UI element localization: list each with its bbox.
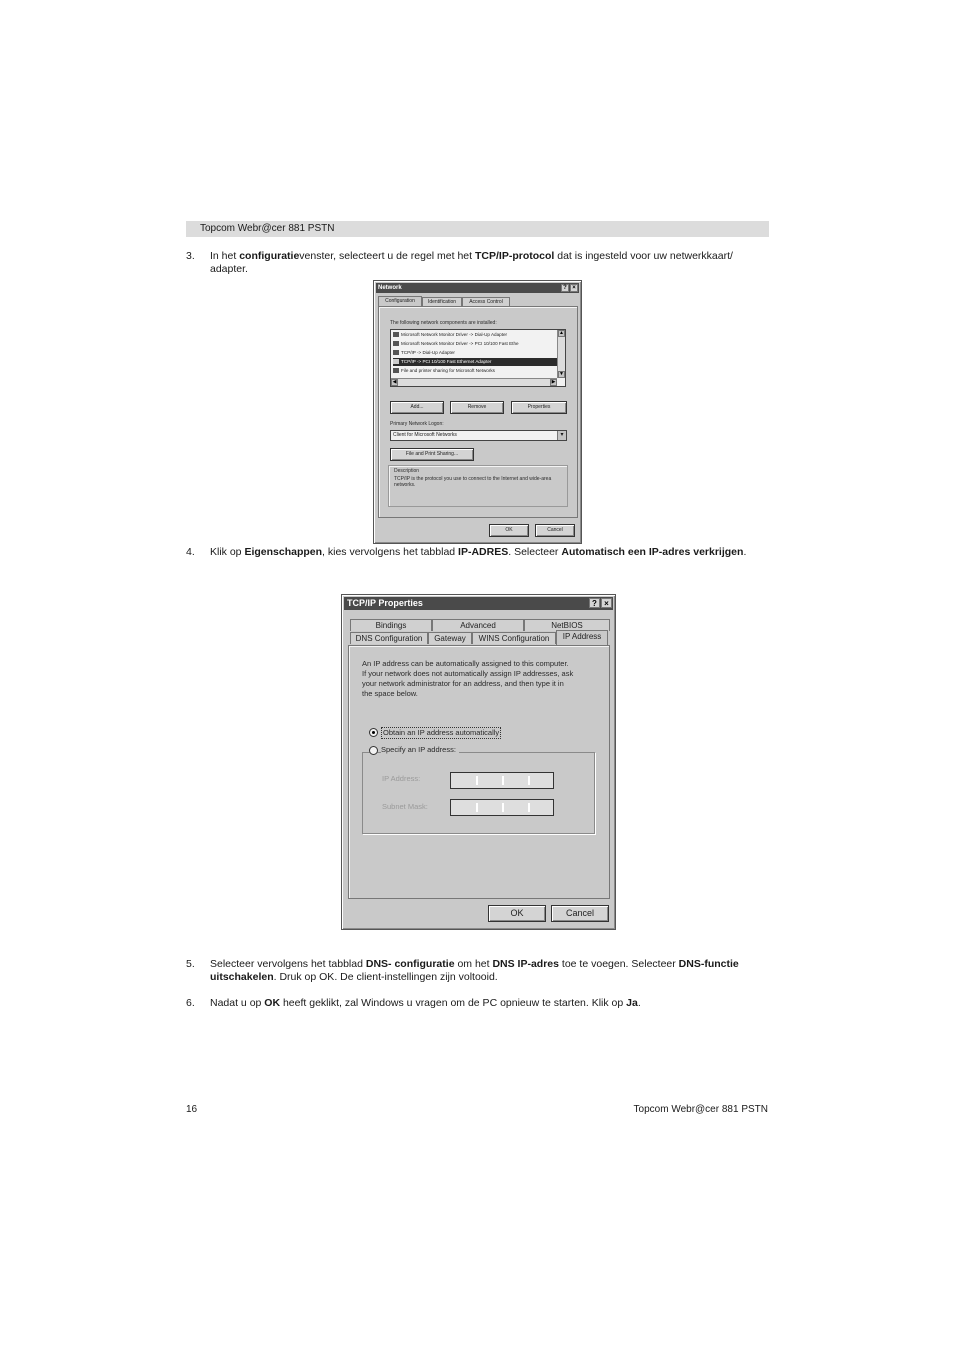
step-number: 6. <box>186 997 195 1009</box>
text-run: In het <box>210 250 240 262</box>
list-item[interactable]: File and printer sharing for Microsoft Networks <box>393 367 557 375</box>
text-run: toe te voegen. Selecteer <box>559 958 679 970</box>
specify-ip-radio[interactable] <box>369 746 378 755</box>
description-text: TCP/IP is the protocol you use to connect to the Internet and wide-area networks. <box>394 476 552 488</box>
text-run: . <box>743 546 747 558</box>
text-run: Selecteer vervolgens het tabblad <box>210 958 366 970</box>
octet-separator <box>528 803 530 812</box>
remove-button[interactable]: Remove <box>450 401 504 414</box>
footer-title: Topcom Webr@cer 881 PSTN <box>633 1104 768 1115</box>
help-button[interactable]: ? <box>589 598 600 608</box>
network-titlebar <box>376 283 579 293</box>
text-run: . <box>637 997 641 1009</box>
components-label: The following network components are installed: <box>390 320 497 326</box>
description-label: Description <box>394 468 420 474</box>
scroll-right-icon[interactable]: ▶ <box>551 379 556 385</box>
tab-identification[interactable]: Identification <box>422 297 462 306</box>
close-button[interactable]: × <box>570 284 578 292</box>
text-run: , kies vervolgens het tabblad <box>322 546 459 558</box>
emphasis-text: Automatisch een IP-adres verkrijgen <box>561 546 744 558</box>
octet-separator <box>476 803 478 812</box>
list-item-selected[interactable]: TCP/IP -> PCI 10/100 Fast Ethernet Adapter <box>393 358 557 366</box>
list-item[interactable]: Microsoft Network Monitor Driver -> Dial-Up Adapter <box>393 331 557 339</box>
primary-logon-value: Client for Microsoft Networks <box>393 432 457 438</box>
octet-separator <box>502 776 504 785</box>
tcpip-titlebar <box>344 597 613 610</box>
help-button[interactable]: ? <box>561 284 569 292</box>
intro-line: your network administrator for an address, and then type it in <box>362 679 564 688</box>
emphasis-text: Ja <box>626 997 638 1009</box>
emphasis-text: Eigenschappen <box>244 546 323 558</box>
intro-line: If your network does not automatically assign IP addresses, ask <box>362 669 574 678</box>
tab-wins-configuration[interactable]: WINS Configuration <box>472 632 556 644</box>
intro-line: the space below. <box>362 689 418 698</box>
adapter-icon <box>393 332 399 337</box>
components-list[interactable] <box>390 329 566 387</box>
step-text <box>210 958 770 984</box>
sharing-icon <box>393 368 399 373</box>
tab-configuration[interactable]: Configuration <box>378 296 422 306</box>
scroll-left-icon[interactable]: ◀ <box>392 379 397 385</box>
text-run: . Druk op OK. De client-instellingen zijn voltooid. <box>273 971 498 983</box>
text-run: dat is ingesteld voor uw netwerkkaart/ adapter. <box>210 250 733 275</box>
list-item[interactable]: Microsoft Network Monitor Driver -> PCI 10/100 Fast Ethe <box>393 340 557 348</box>
close-button[interactable]: × <box>601 598 612 608</box>
subnet-mask-field[interactable] <box>450 799 554 816</box>
scroll-up-icon[interactable]: ▲ <box>559 330 564 336</box>
step-text <box>210 250 770 276</box>
step-number: 4. <box>186 546 195 558</box>
text-run: . Selecteer <box>508 546 562 558</box>
vertical-scrollbar[interactable] <box>557 330 565 378</box>
tcpip-properties-dialog <box>341 594 616 930</box>
text-run: heeft geklikt, zal Windows u vragen om de PC opnieuw te starten. Klik op <box>280 997 627 1009</box>
text-run: Klik op <box>210 546 245 558</box>
add-button[interactable]: Add... <box>390 401 444 414</box>
step-3 <box>186 250 770 276</box>
intro-line: An IP address can be automatically assigned to this computer. <box>362 659 569 668</box>
properties-button[interactable]: Properties <box>511 401 567 414</box>
tab-advanced[interactable]: Advanced <box>432 619 524 631</box>
primary-logon-label: Primary Network Logon: <box>390 421 444 427</box>
step-text <box>210 546 770 559</box>
step-number: 5. <box>186 958 195 970</box>
text-run: venster, selecteert u de regel met het <box>299 250 475 262</box>
horizontal-scrollbar[interactable] <box>391 378 557 386</box>
page-header <box>186 221 769 237</box>
specify-ip-group <box>362 752 595 834</box>
primary-logon-select[interactable] <box>390 430 567 441</box>
emphasis-text: DNS- configuratie <box>365 958 455 970</box>
octet-separator <box>502 803 504 812</box>
emphasis-text: OK <box>264 997 281 1009</box>
step-text <box>210 997 770 1010</box>
ip-address-field[interactable] <box>450 772 554 789</box>
step-4 <box>186 546 770 559</box>
tab-gateway[interactable]: Gateway <box>428 632 472 644</box>
emphasis-text: TCP/IP-protocol <box>474 250 555 262</box>
ip-address-label: IP Address: <box>382 774 421 783</box>
radio-selected-dot <box>372 731 375 734</box>
tab-access-control[interactable]: Access Control <box>462 297 510 306</box>
chevron-down-icon[interactable]: ▾ <box>557 431 566 440</box>
emphasis-text: DNS-functie uitschakelen <box>210 958 739 983</box>
list-item[interactable]: TCP/IP -> Dial-Up Adapter <box>393 349 557 357</box>
tab-dns-configuration[interactable]: DNS Configuration <box>350 632 428 644</box>
text-run: Nadat u op <box>210 997 265 1009</box>
file-print-sharing-button[interactable]: File and Print Sharing... <box>390 448 474 461</box>
adapter-icon <box>393 341 399 346</box>
step-5 <box>186 958 770 984</box>
obtain-automatically-label[interactable]: Obtain an IP address automatically <box>383 728 500 737</box>
step-number: 3. <box>186 250 195 262</box>
page-number: 16 <box>186 1104 198 1115</box>
protocol-icon <box>393 359 399 364</box>
tab-netbios[interactable]: NetBIOS <box>524 619 610 631</box>
tab-bindings[interactable]: Bindings <box>350 619 432 631</box>
emphasis-text: IP-ADRES <box>458 546 509 558</box>
step-6 <box>186 997 770 1010</box>
header-title: Topcom Webr@cer 881 PSTN <box>200 223 335 234</box>
text-run: om het <box>454 958 493 970</box>
ok-button[interactable]: OK <box>489 524 529 537</box>
specify-ip-label[interactable]: Specify an IP address: <box>381 745 459 755</box>
emphasis-text: DNS IP-adres <box>492 958 559 970</box>
network-title: Network <box>378 285 402 291</box>
emphasis-text: configuratie <box>239 250 300 262</box>
scroll-down-icon[interactable]: ▼ <box>559 371 564 377</box>
obtain-automatically-radio[interactable] <box>369 728 378 737</box>
octet-separator <box>528 776 530 785</box>
subnet-mask-label: Subnet Mask: <box>382 802 428 811</box>
octet-separator <box>476 776 478 785</box>
tab-ip-address[interactable]: IP Address <box>556 630 608 645</box>
protocol-icon <box>393 350 399 355</box>
ok-button[interactable]: OK <box>488 905 546 922</box>
cancel-button[interactable]: Cancel <box>535 524 575 537</box>
cancel-button[interactable]: Cancel <box>551 905 609 922</box>
tcpip-title: TCP/IP Properties <box>347 598 423 608</box>
network-dialog <box>373 280 582 544</box>
